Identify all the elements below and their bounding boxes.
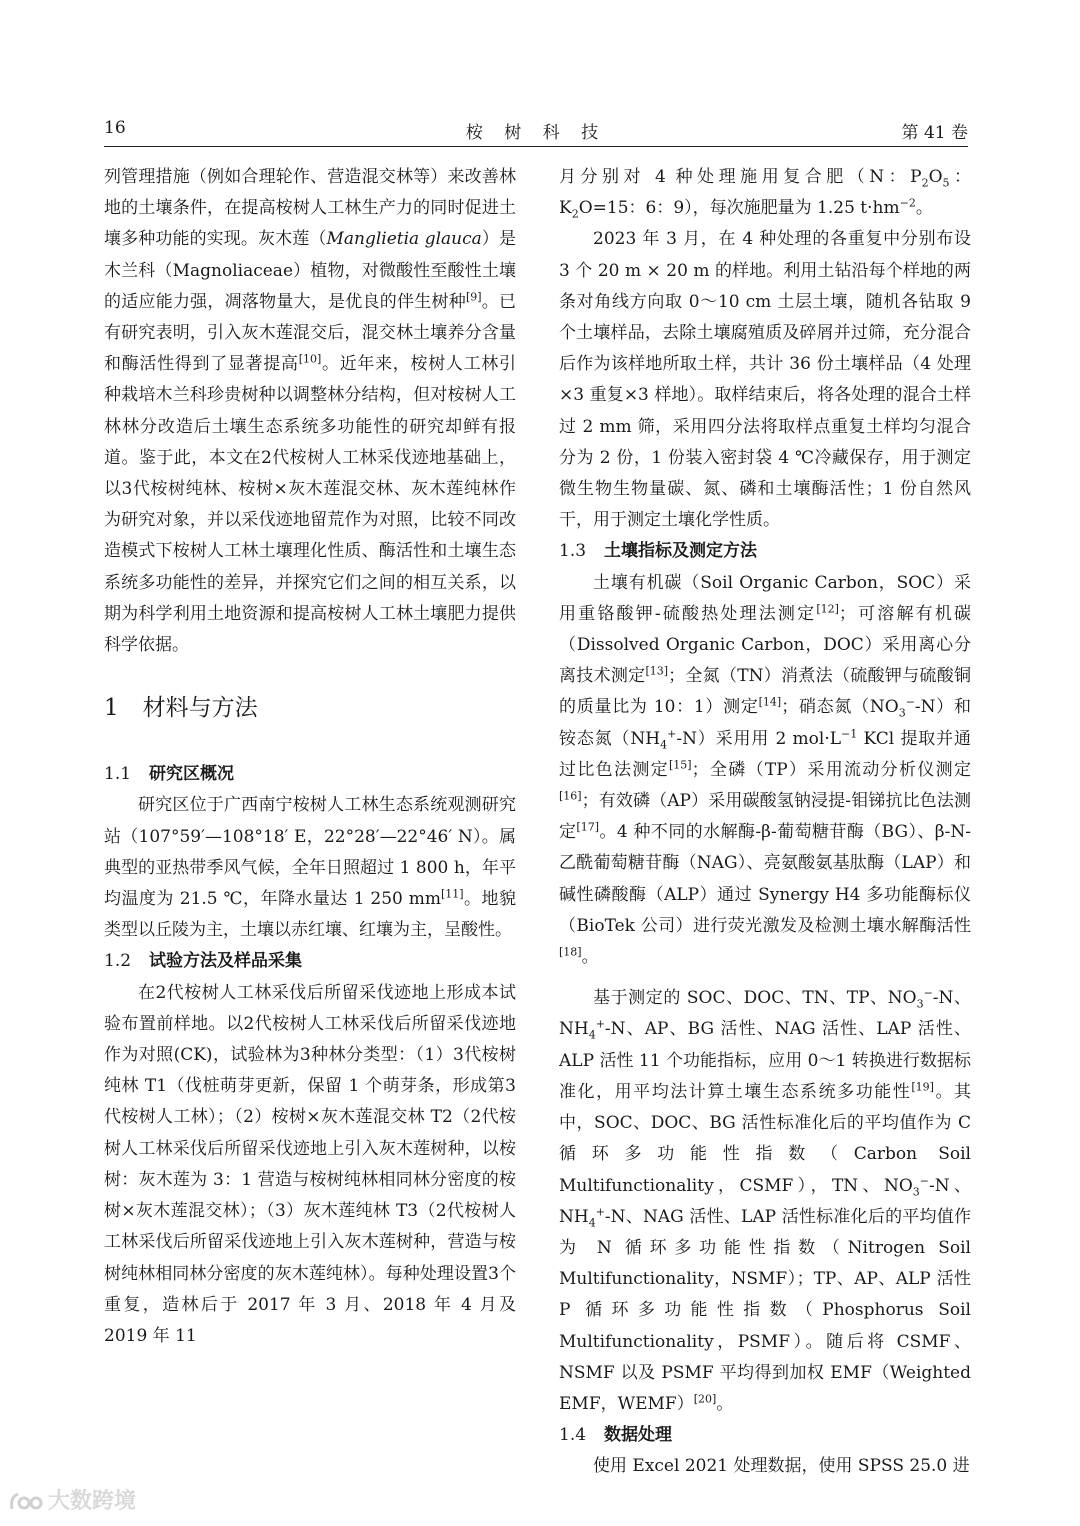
- citation: [11]: [440, 887, 464, 901]
- page-number: 16: [104, 118, 126, 138]
- watermark-text: 大数跨境: [48, 1489, 137, 1514]
- citation: [19]: [911, 1080, 934, 1094]
- citation: [14]: [758, 695, 782, 709]
- section-heading-1: 1 材料与方法: [104, 695, 258, 722]
- section-heading-1-3: 1.3 土壤指标及测定方法: [559, 541, 758, 562]
- section-heading-1-1: 1.1 研究区概况: [104, 764, 235, 785]
- right-column: [559, 162, 971, 1483]
- journal-title: 桉 树 科 技: [465, 123, 607, 143]
- left-column: [104, 162, 516, 1352]
- study-area-paragraph: 研究区位于广西南宁桉树人工林生态系统观测研究站（107°59′—108°18′ E，22°28′—22°46′ N）。属典型的亚热带季风气候，全年日照超过 1 800 h，年平均温度为 21.5 ℃，年降水量达 1 250 mm[11]。地貌类型以丘陵为主，土壤以赤红壤、红壤为主，呈酸性。: [104, 795, 516, 941]
- watermark: [8, 1484, 136, 1515]
- citation: [13]: [645, 664, 669, 678]
- header-rule: [104, 146, 968, 147]
- citation: [9]: [465, 290, 482, 304]
- measurement-paragraph: 土壤有机碳（Soil Organic Carbon，SOC）采用重铬酸钾-硫酸热处理法测定[12]；可溶解有机碳（Dissolved Organic Carbon，DOC）采用离心分离技术测定[13]；全氮（TN）消煮法（硫酸钾与硫酸铜的质量比为 10：1）测定[14]；硝态氮$(NO_3^--N)$和铵态氮$(NH_4^+-N)$采用用 2 $mol\cdot L^{-1}$ KCl 提取并通过比色法测定[15]；全磷（TP）采用流动分析仪测定[16]；有效磷（AP）采用碳酸氢钠浸提-钼锑抗比色法测定[17]。4 种不同的水解酶-β-葡萄糖苷酶（BG）、β-N-乙酰葡萄糖苷酶（NAG）、亮氨酸氨基肽酶（LAP）和碱性磷酸酶（ALP）通过 Synergy H4 多功能酶标仪（BioTek 公司）进行荧光激发及检测土壤水解酶活性[18]。: [559, 572, 972, 968]
- citation: [12]: [816, 602, 839, 616]
- watermark-logo-icon: [8, 1489, 44, 1515]
- section-heading-1-4: 1.4 数据处理: [559, 1425, 673, 1446]
- methods-paragraph: 在2代桉树人工林采伐后所留采伐迹地上形成本试验布置前样地。以2代桉树人工林采伐后所留采伐迹地作为对照(CK)，试验林为3种林分类型：（1）3代桉树纯林 T1（伐桩萌芽更新，保留 1 个萌芽条，形成第3代桉树人工林）；（2）桉树×灰木莲混交林 T2（2代桉树人工林采伐后所留采伐迹地上引入灰木莲树种，以桉树：灰木莲为 3：1 营造与桉树纯林相同林分密度的桉树×灰木莲混交林）；（3）灰木莲纯林 T3（2代桉树人工林采伐后所留采伐迹地上引入灰木莲树种，营造与桉树纯林相同林分密度的灰木莲纯林）。每种处理设置3个重复，造林后于 2017 年 3 月、2018 年 4 月及 2019 年 11: [104, 982, 516, 1346]
- data-processing-paragraph: 使用 Excel 2021 处理数据，使用 SPSS 25.0 进: [593, 1456, 970, 1477]
- species-latin: Manglietia glauca: [326, 229, 482, 250]
- volume-label: 第 41 卷: [901, 123, 968, 143]
- intro-paragraph: 列管理措施（例如合理轮作、营造混交林等）来改善林地的土壤条件，在提高桉树人工林生产力的同时促进土壤多种功能的实现。灰木莲（Manglietia glauca）是木兰科（Magnoliaceae）植物，对微酸性至酸性土壤的适应能力强，凋落物量大，是优良的伴生树种[9]。已有研究表明，引入灰木莲混交后，混交林土壤养分含量和酶活性得到了显著提高[10]。近年来，桉树人工林引种栽培木兰科珍贵树种以调整林分结构，但对桉树人工林林分改造后土壤生态系统多功能性的研究却鲜有报道。鉴于此，本文在2代桉树人工林采伐迹地基础上，以3代桉树纯林、桉树×灰木莲混交林、灰木莲纯林作为研究对象，并以采伐迹地留荒作为对照，比较不同改造模式下桉树人工林土壤理化性质、酶活性和土壤生态系统多功能性的差异，并探究它们之间的相互关系，以期为科学利用土地资源和提高桉树人工林土壤肥力提供科学依据。: [104, 167, 517, 656]
- sampling-paragraph: 2023 年 3 月，在 4 种处理的各重复中分别布设 3 个 20 m × 20 m 的样地。利用土钻沿每个样地的两条对角线方向取 0～10 cm 土层土壤，随机各钻取 9 个土壤样品，去除土壤腐殖质及碎屑并过筛，充分混合后作为该样地所取土样，共计 36 份土壤样品（4 处理×3 重复×3 样地）。取样结束后，将各处理的混合土样过 2 mm 筛，采用四分法将取样点重复土样均匀混合分为 2 份，1 份装入密封袋 4 ℃冷藏保存，用于测定微生物生物量碳、氮、磷和土壤酶活性；1 份自然风干，用于测定土壤化学性质。: [559, 229, 971, 531]
- citation: [18]: [559, 945, 582, 959]
- citation: [20]: [693, 1392, 717, 1406]
- methods-continued: 月分别对 4 种处理施用复合肥（N：$P_2O_5$：$K_2O=15$：6：9），每次施肥量为 1.25 $t\cdot hm^{-2}$。: [559, 167, 972, 221]
- multifunctionality-paragraph: 基于测定的 SOC、DOC、TN、TP、$NO_3^--N$、$NH_4^+-N$、AP、BG 活性、NAG 活性、LAP 活性、ALP 活性 11 个功能指标，应用 0～1 转换进行数据标准化，用平均法计算土壤生态系统多功能性[19]。其中，SOC、DOC、BG 活性标准化后的平均值作为 C 循环多功能性指数（Carbon Soil Multifunctionality，CSMF），TN、$NO_3^--N$、$NH_4^+-N$、NAG 活性、LAP 活性标准化后的平均值作为 N 循环多功能性指数（Nitrogen Soil Multifunctionality，NSMF）；TP、AP、ALP 活性 P 循环多功能性指数（Phosphorus Soil Multifunctionality，PSMF）。随后将 CSMF、NSMF 以及 PSMF 平均得到加权 EMF（Weighted EMF，WEMF）[20]。: [559, 986, 972, 1414]
- citation: [10]: [298, 352, 322, 366]
- citation: [16]: [559, 789, 582, 803]
- citation: [17]: [576, 820, 600, 834]
- section-heading-1-2: 1.2 试验方法及样品采集: [104, 951, 303, 972]
- citation: [15]: [669, 758, 692, 772]
- running-header: [104, 118, 968, 148]
